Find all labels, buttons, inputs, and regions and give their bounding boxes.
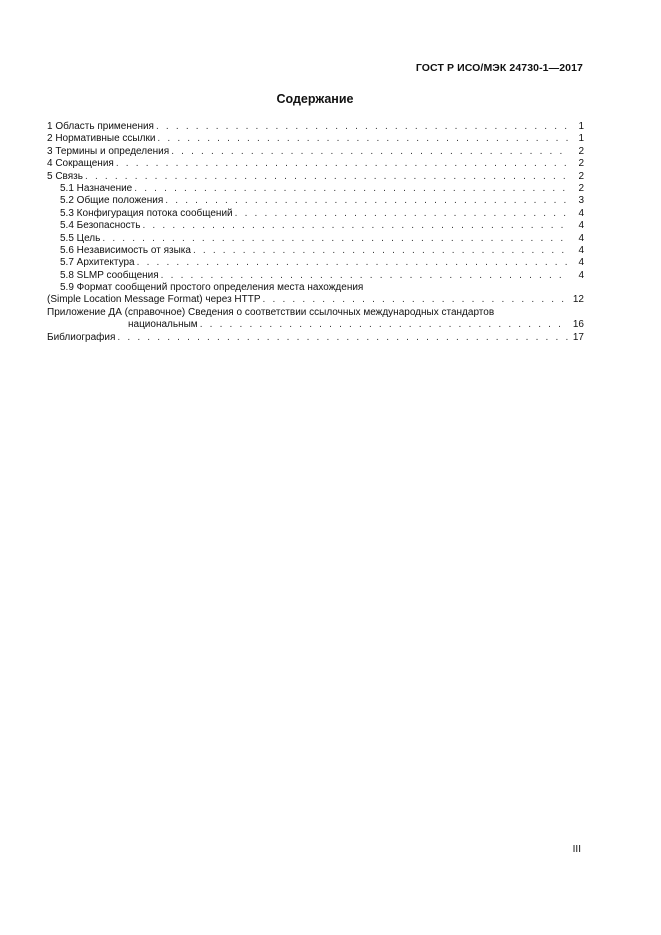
toc-entry-page: 4	[578, 220, 584, 232]
toc-subentry-continuation[interactable]	[47, 294, 584, 306]
toc-entry-text: Библиография	[47, 331, 116, 343]
toc-subentry[interactable]	[47, 233, 584, 245]
toc-entry-page: 4	[578, 207, 584, 219]
toc-entry-page: 16	[572, 319, 584, 331]
toc-leader	[117, 332, 568, 344]
toc-subentry[interactable]	[47, 245, 584, 257]
toc-entry-page: 12	[572, 294, 584, 306]
toc-entry-text: 5.5 Цель	[60, 232, 101, 244]
toc-entry-text: (Simple Location Message Format) через HTTP	[47, 294, 261, 306]
toc-entry-page: 2	[578, 182, 584, 194]
table-of-contents	[47, 121, 584, 344]
toc-subentry[interactable]	[47, 183, 584, 195]
toc-entry-page: 1	[578, 121, 584, 132]
toc-entry-page: 2	[578, 170, 584, 182]
toc-entry-page: 2	[578, 158, 584, 170]
toc-leader	[137, 257, 568, 269]
toc-subentry-text-line[interactable]	[47, 282, 584, 294]
toc-leader	[161, 270, 568, 282]
toc-entry-text: 5.8 SLMP сообщения	[60, 269, 159, 281]
toc-entry-text: 4 Сокращения	[47, 158, 114, 170]
toc-title: Содержание	[276, 92, 354, 106]
toc-leader	[165, 195, 568, 207]
toc-entry-text: 3 Термины и определения	[47, 145, 170, 157]
toc-subentry[interactable]	[47, 270, 584, 282]
toc-entry-text: 5 Связь	[47, 170, 83, 182]
toc-entry[interactable]	[47, 146, 584, 158]
toc-leader	[263, 294, 568, 306]
toc-entry-text: 5.4 Безопасность	[60, 220, 141, 232]
toc-leader	[102, 233, 568, 245]
toc-entry-text: 5.6 Независимость от языка	[60, 244, 191, 256]
toc-entry-text: 5.9 Формат сообщений простого определения места нахождения	[60, 282, 364, 294]
toc-entry-text: национальным	[128, 319, 198, 331]
toc-entry-text: 5.3 Конфигурация потока сообщений	[60, 207, 233, 219]
toc-entry[interactable]	[47, 121, 584, 133]
document-header: ГОСТ Р ИСО/МЭК 24730-1—2017	[415, 62, 583, 74]
toc-leader	[85, 171, 568, 183]
toc-entry-text: 1 Область применения	[47, 121, 154, 132]
toc-subentry[interactable]	[47, 220, 584, 232]
toc-entry-page: 17	[572, 331, 584, 343]
toc-leader	[235, 208, 568, 220]
toc-entry-text: 5.1 Назначение	[60, 182, 133, 194]
toc-entry[interactable]	[47, 171, 584, 183]
toc-leader	[200, 319, 568, 331]
toc-leader	[171, 146, 568, 158]
toc-entry[interactable]	[47, 133, 584, 145]
toc-leader	[134, 183, 568, 195]
toc-leader	[116, 158, 568, 170]
toc-entry-page: 4	[578, 269, 584, 281]
toc-entry-text: Приложение ДА (справочное) Сведения о соответствии ссылочных международных стандартов	[47, 306, 495, 318]
toc-entry-page: 4	[578, 232, 584, 244]
toc-entry-page: 2	[578, 145, 584, 157]
toc-appendix-text-line[interactable]	[47, 307, 584, 319]
toc-leader	[157, 133, 568, 145]
toc-entry[interactable]	[47, 158, 584, 170]
toc-entry-page: 4	[578, 244, 584, 256]
toc-entry[interactable]	[47, 332, 584, 344]
page-number: III	[572, 844, 581, 855]
toc-entry-text: 5.2 Общие положения	[60, 195, 164, 207]
toc-subentry[interactable]	[47, 195, 584, 207]
toc-subentry[interactable]	[47, 257, 584, 269]
toc-entry-text: 2 Нормативные ссылки	[47, 133, 156, 145]
toc-entry-page: 3	[578, 195, 584, 207]
toc-leader	[142, 220, 568, 232]
toc-subentry[interactable]	[47, 208, 584, 220]
toc-leader	[193, 245, 568, 257]
toc-leader	[156, 121, 568, 133]
toc-entry-text: 5.7 Архитектура	[60, 257, 135, 269]
toc-entry-page: 1	[578, 133, 584, 145]
toc-entry-page: 4	[578, 257, 584, 269]
toc-appendix-continuation[interactable]	[47, 319, 584, 331]
